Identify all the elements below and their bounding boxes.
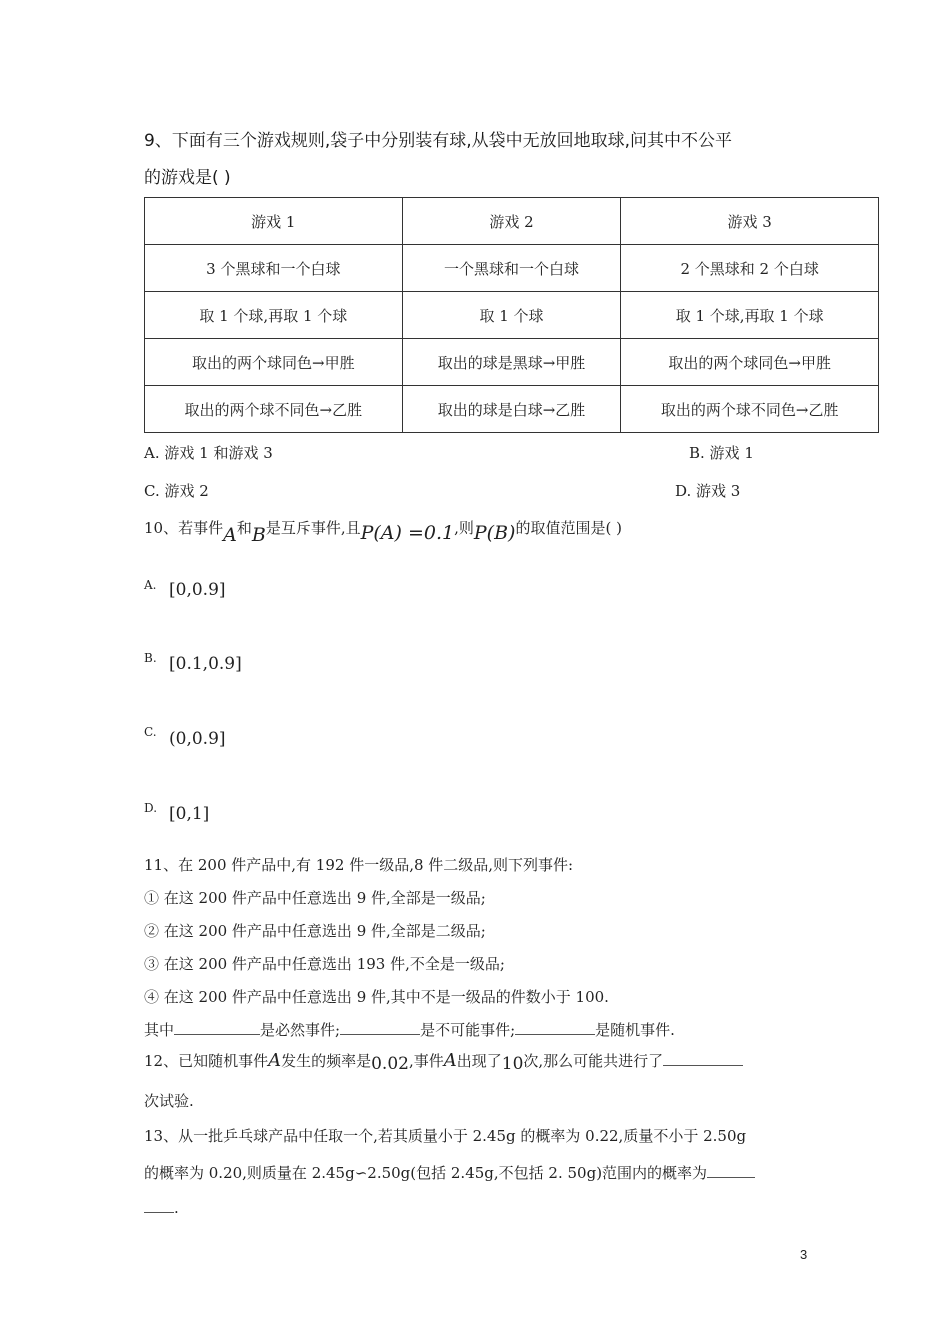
- q9-option-c: C. 游戏 2: [144, 482, 209, 500]
- q10-suffix: 的取值范围是( ): [515, 519, 622, 537]
- q10-option-c-label: C.: [144, 725, 157, 739]
- table-row: [145, 198, 879, 245]
- table-cell: 取出的两个球不同色→乙胜: [145, 386, 403, 433]
- q11-line1: 11、在 200 件产品中,有 192 件一级品,8 件二级品,则下列事件:: [144, 856, 574, 874]
- q10-option-b-label: B.: [144, 651, 157, 665]
- q10-option-a-value: [0,0.9]: [169, 580, 226, 600]
- q10-option-a-label: A.: [144, 578, 157, 592]
- answer-blank: [515, 1020, 595, 1035]
- table-cell: 取出的球是黑球→甲胜: [402, 339, 621, 386]
- table-cell: 取出的两个球同色→甲胜: [145, 339, 403, 386]
- q13-line3-wrap: [144, 1198, 179, 1217]
- q11-tail-b: 是必然事件;: [260, 1021, 341, 1039]
- q10-mid: 是互斥事件,且: [265, 519, 361, 537]
- answer-blank: [707, 1163, 755, 1178]
- q11-item-1: ① 在这 200 件产品中任意选出 9 件,全部是一级品;: [144, 889, 486, 907]
- q12-freq: 0.02: [371, 1054, 409, 1074]
- q13-line3: .: [174, 1199, 179, 1217]
- q12-line2: 次试验.: [144, 1092, 194, 1110]
- table-row: [145, 292, 879, 339]
- table-cell: 取出的两个球同色→甲胜: [621, 339, 879, 386]
- table-cell: 游戏 3: [621, 198, 879, 245]
- q10-stem: [144, 516, 622, 546]
- q12-mid3: 出现了: [456, 1052, 502, 1070]
- q12-count: 10: [501, 1054, 524, 1074]
- table-cell: 取出的两个球不同色→乙胜: [621, 386, 879, 433]
- q12-line1: [144, 1050, 743, 1074]
- table-row: [145, 339, 879, 386]
- table-row: [145, 386, 879, 433]
- q10-and: 和: [236, 519, 252, 537]
- q11-item-4: ④ 在这 200 件产品中任意选出 9 件,其中不是一级品的件数小于 100.: [144, 988, 609, 1006]
- q10-option-c-value: (0,0.9]: [169, 729, 226, 749]
- table-row: [145, 245, 879, 292]
- table-cell: 一个黑球和一个白球: [402, 245, 621, 292]
- q10-pb: P(B): [473, 522, 516, 544]
- q11-tail-d: 是随机事件.: [595, 1021, 675, 1039]
- q10-pa: P(A) =0.1: [360, 522, 455, 544]
- q12-mid2: ,事件: [408, 1052, 444, 1070]
- answer-blank: [144, 1198, 174, 1213]
- table-cell: 取出的球是白球→乙胜: [402, 386, 621, 433]
- q10-then: ,则: [454, 519, 474, 537]
- table-cell: 取 1 个球,再取 1 个球: [621, 292, 879, 339]
- answer-blank: [340, 1020, 420, 1035]
- q10-option-d-label: D.: [144, 801, 158, 815]
- q10-option-b-value: [0.1,0.9]: [169, 654, 242, 674]
- q10-var-a: A: [223, 524, 237, 546]
- q11-item-3: ③ 在这 200 件产品中任意选出 193 件,不全是一级品;: [144, 955, 505, 973]
- page-number: 3: [800, 1247, 808, 1262]
- q12-prefix: 12、已知随机事件: [144, 1052, 269, 1070]
- answer-blank: [174, 1020, 260, 1035]
- q12-mid1: 发生的频率是: [281, 1052, 372, 1070]
- q9-option-a: A. 游戏 1 和游戏 3: [144, 444, 273, 462]
- q11-tail-c: 是不可能事件;: [420, 1021, 516, 1039]
- q9-option-d: D. 游戏 3: [675, 482, 741, 500]
- q13-line2: 的概率为 0.20,则质量在 2.45g∽2.50g(包括 2.45g,不包括 2. 50g)范围内的概率为: [144, 1164, 708, 1182]
- q11-tail-a: 其中: [144, 1021, 175, 1039]
- table-cell: 游戏 2: [402, 198, 621, 245]
- table-cell: 游戏 1: [145, 198, 403, 245]
- q12-var-a: A: [268, 1050, 282, 1071]
- q9-option-b: B. 游戏 1: [689, 444, 754, 462]
- table-cell: 取 1 个球: [402, 292, 621, 339]
- q10-option-d-value: [0,1]: [169, 804, 210, 824]
- q9-line1: 9、下面有三个游戏规则,袋子中分别装有球,从袋中无放回地取球,问其中不公平: [144, 131, 733, 151]
- q13-line2-wrap: [144, 1162, 755, 1183]
- table-cell: 取 1 个球,再取 1 个球: [145, 292, 403, 339]
- q10-prefix: 10、若事件: [144, 519, 224, 537]
- q10-var-b: B: [251, 524, 266, 546]
- q11-tail: [144, 1019, 675, 1040]
- q12-var-a2: A: [443, 1050, 457, 1071]
- game-rules-table: [144, 197, 879, 433]
- q13-line1: 13、从一批乒乓球产品中任取一个,若其质量小于 2.45g 的概率为 0.22,质量不小于 2.50g: [144, 1127, 747, 1145]
- q12-mid4: 次,那么可能共进行了: [523, 1052, 664, 1070]
- answer-blank: [663, 1051, 743, 1066]
- table-cell: 2 个黑球和 2 个白球: [621, 245, 879, 292]
- table-cell: 3 个黑球和一个白球: [145, 245, 403, 292]
- q9-line2: 的游戏是( ): [144, 168, 231, 188]
- q11-item-2: ② 在这 200 件产品中任意选出 9 件,全部是二级品;: [144, 922, 486, 940]
